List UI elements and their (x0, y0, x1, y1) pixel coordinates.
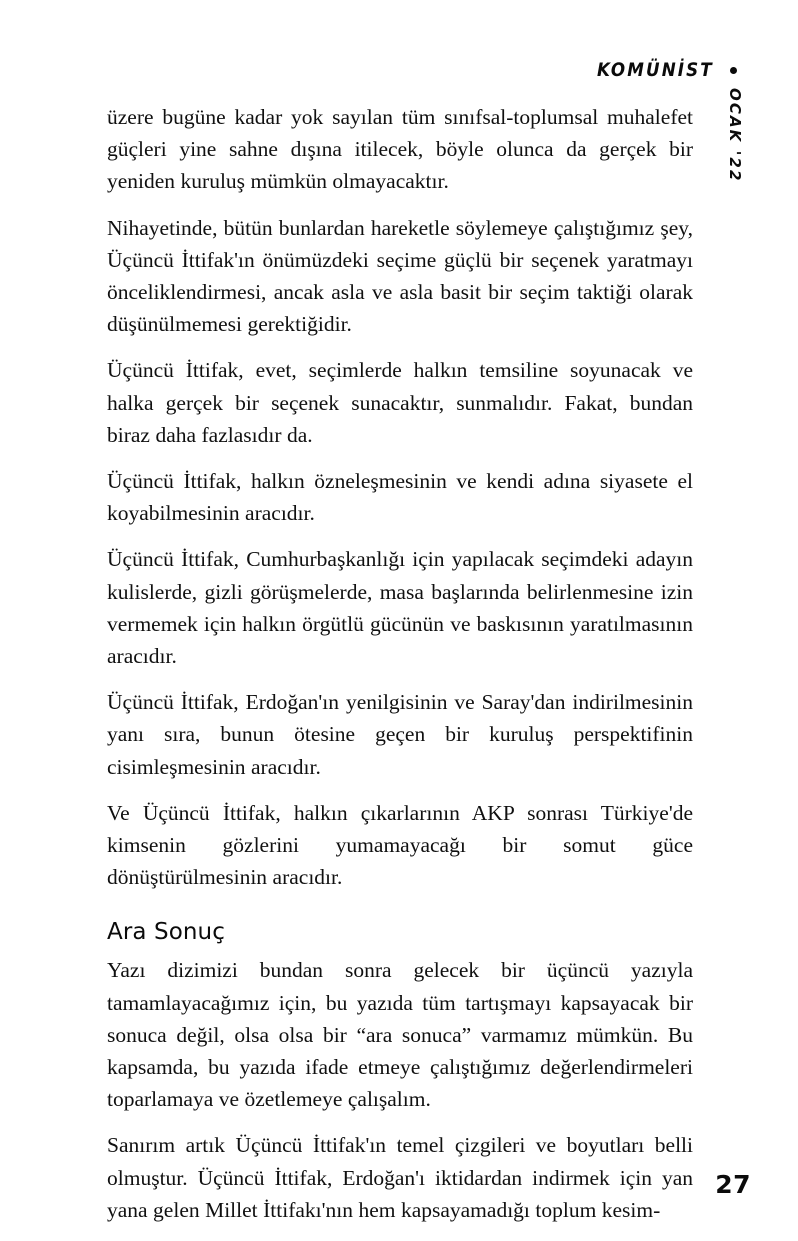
paragraph: Üçüncü İttifak, evet, seçimlerde halkın temsiline soyunacak ve halka gerçek bir seçenek sunacaktır, sunmalıdır. Fakat, bundan biraz daha fazlasıdır da. (107, 358, 693, 447)
section-heading: Ara Sonuç (107, 919, 225, 946)
issue-date-label: OCAK '22 (726, 88, 744, 183)
publication-title: KOMÜNİST (597, 59, 714, 81)
paragraph: Üçüncü İttifak, Cumhurbaşkanlığı için yapılacak seçimdeki adayın kulislerde, gizli görüşmelerde, masa başlarında belirlenmesine izin vermemek için halkın örgütlü gücünün ve baskısının yaratılmasının aracıdır. (107, 547, 693, 669)
paragraph: Üçüncü İttifak, Erdoğan'ın yenilgisinin ve Saray'dan indirilmesinin yanı sıra, bunun ötesine geçen bir kuruluş perspektifinin cisimleşmesinin aracıdır. (107, 690, 693, 779)
paragraph: Sanırım artık Üçüncü İttifak'ın temel çizgileri ve boyutları belli olmuştur. Üçüncü İttifak, Erdoğan'ı iktidardan indirmek için yan yana gelen Millet İttifakı'nın hem kapsayamadığı toplum kesim- (107, 1133, 693, 1222)
issue-date-container (726, 88, 752, 198)
paragraph: Üçüncü İttifak, halkın özneleşmesinin ve kendi adına siyasete el koyabilmesinin aracıdır. (107, 469, 693, 526)
paragraph: Ve Üçüncü İttifak, halkın çıkarlarının AKP sonrası Türkiye'de kimsenin gözlerini yumamayacağı bir somut güce dönüştürülmesinin aracıdır. (107, 800, 693, 890)
body-text-column (107, 101, 693, 1226)
paragraph: Yazı dizimizi bundan sonra gelecek bir üçüncü yazıyla tamamlayacağımız için, bu yazıda tüm tartışmayı kapsayacak bir sonuca değil, olsa olsa bir “ara sonuca” varmamız mümkün. Bu kapsamda, bu yazıda ifade etmeye çalıştığımız değerlendirmeleri toparlamaya ve özetlemeye çalışalım. (107, 958, 693, 1112)
paragraph: üzere bugüne kadar yok sayılan tüm sınıfsal-toplumsal muhalefet güçleri yine sahne dışına itilecek, böyle olunca da gerçek bir yeniden kuruluş mümkün olmayacaktır. (107, 105, 693, 194)
paragraph: Nihayetinde, bütün bunlardan hareketle söylemeye çalıştığımız şey, Üçüncü İttifak'ın önümüzdeki seçime güçlü bir seçenek yaratmayı önceliklendirmesi, ancak asla ve asla basit bir seçim taktiği olarak düşünülmemesi gerektiğidir. (107, 215, 693, 337)
page-number: 27 (715, 1170, 751, 1199)
bullet-dot-icon (730, 67, 737, 74)
running-head (107, 53, 738, 87)
